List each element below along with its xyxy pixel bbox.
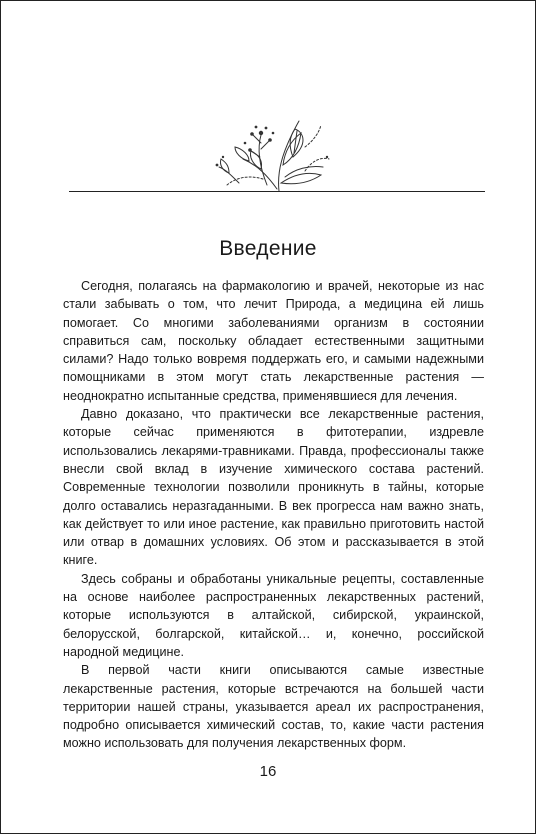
header-divider [69,191,485,192]
paragraph: Давно доказано, что практически все лекарственные растения, которые сейчас применяются в фитотерапии, издревле использовались лекарями-травниками. Правда, профессионалы также внесли свой вклад в изучение химического состава растений. Современные технологии позволили проникнуть в тайны, которые долго оставались неразгаданными. В век прогресса нам важно знать, как действует то или иное растение, как правильно приготовить настой или отвар в домашних условиях. Об этом и рассказывается в этой книге. [63,407,484,568]
chapter-title: Введение [219,237,317,260]
paragraph: Сегодня, полагаясь на фармакологию и врачей, некоторые из нас стали забывать о том, что лечит Природа, а медицина ей лишь помогает. Со многими заболеваниями организм в состоянии справиться сам, поскольку обладает естественными защитными силами? Надо только вовремя поддержать его, и самыми надежными помощниками в этом могут стать лекарственные растения — неоднократно испытанные средства, применявшиеся для лечения. [63,279,484,403]
botanical-sprig-icon [209,113,333,193]
paragraph: В первой части книги описываются самые известные лекарственные растения, которые встречаются на большей части территории нашей страны, указывается ареал их распространения, подробно описывается химический состав, то, какие части растения можно использовать для получения лекарственных форм. [63,663,484,751]
chapter-body [63,277,484,753]
page-number: 16 [259,763,277,780]
paragraph: Здесь собраны и обработаны уникальные рецепты, составленные на основе наиболее распространенных лекарственных растений, которые используются в алтайской, сибирской, украинской, белорусской, болгарской, китайской… и, конечно, российской народной медицине. [63,571,484,659]
